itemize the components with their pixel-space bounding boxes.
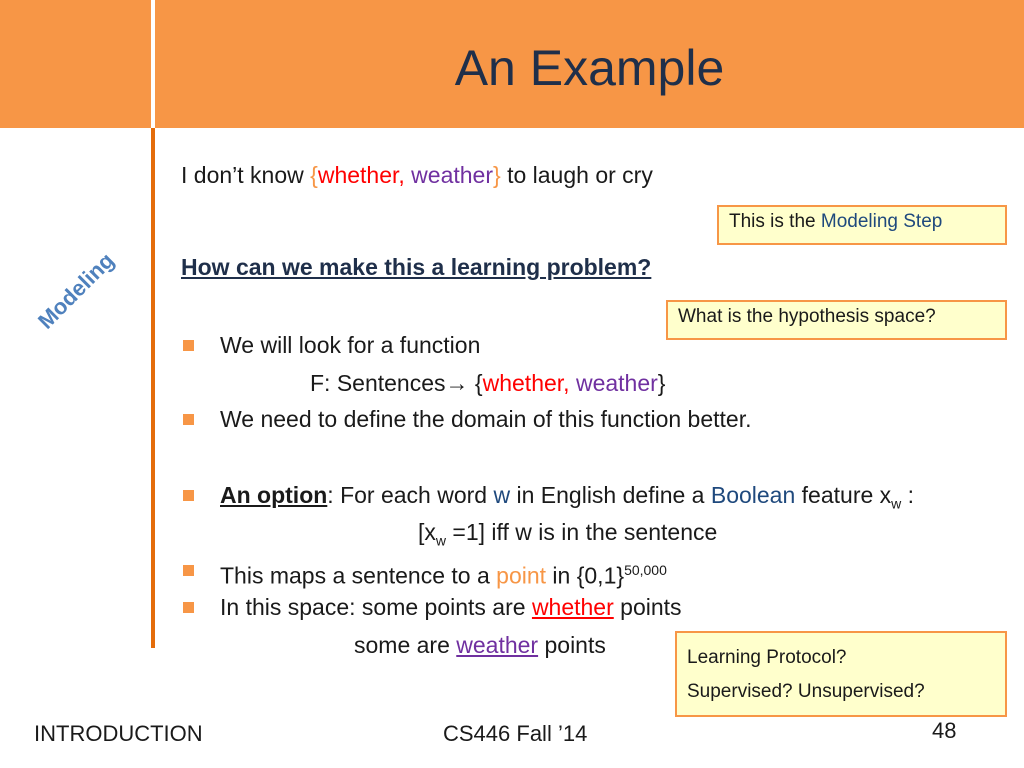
sentence-post: to laugh or cry bbox=[500, 162, 653, 188]
footer-section: INTRODUCTION bbox=[34, 721, 203, 746]
function-option-whether: whether, bbox=[482, 370, 570, 396]
bullet-domain: We need to define the domain of this function better. bbox=[220, 406, 752, 432]
callout-learning-protocol bbox=[675, 631, 1007, 717]
callout-modeling-step bbox=[717, 205, 1007, 245]
option-subscript: w bbox=[891, 495, 902, 512]
function-definition bbox=[310, 368, 665, 398]
option-text-d: : bbox=[901, 482, 915, 508]
slide-title: An Example bbox=[454, 40, 725, 96]
function-option-weather: weather bbox=[569, 370, 658, 396]
bullet-function: We will look for a function bbox=[220, 332, 481, 358]
bullet-marker bbox=[183, 602, 194, 613]
option-text-c: feature x bbox=[795, 482, 892, 508]
callout-modeling-pre: This is the bbox=[729, 211, 821, 232]
feature-def-b: =1] iff w is in the sentence bbox=[446, 519, 718, 545]
side-section-label: Modeling bbox=[32, 247, 119, 334]
sentence-open-brace: { bbox=[310, 162, 318, 188]
maps-text-a: This maps a sentence to a bbox=[220, 562, 497, 589]
option-word-w: w bbox=[493, 482, 511, 508]
maps-text-b: in {0,1} bbox=[546, 562, 625, 589]
space-cont-a: some are bbox=[354, 632, 457, 658]
bullet-this-space bbox=[220, 592, 682, 622]
space-cont-b: points bbox=[538, 632, 606, 658]
space-continued bbox=[354, 630, 606, 660]
space-text-a: In this space: some points are bbox=[220, 594, 532, 620]
feature-definition bbox=[418, 517, 717, 556]
sentence-option-whether: whether, bbox=[317, 162, 405, 188]
bullet-marker bbox=[183, 490, 194, 501]
example-sentence bbox=[181, 160, 653, 190]
bullet-marker bbox=[183, 565, 194, 576]
space-text-b: points bbox=[613, 594, 682, 620]
option-text-b: in English define a bbox=[510, 482, 711, 508]
sentence-close-brace: } bbox=[493, 162, 501, 188]
callout-hypothesis-space: What is the hypothesis space? bbox=[666, 300, 1007, 340]
page-number: 48 bbox=[932, 718, 957, 743]
arrow-right-icon: → bbox=[445, 370, 469, 396]
option-label: An option bbox=[220, 482, 328, 508]
function-domain: F: Sentences bbox=[310, 370, 446, 396]
side-rule bbox=[151, 128, 155, 648]
function-close-brace: } bbox=[657, 370, 666, 396]
function-open-brace: { bbox=[468, 370, 483, 396]
question-text: How can we make this a learning problem? bbox=[181, 254, 652, 280]
option-text-a: : For each word bbox=[327, 482, 494, 508]
space-whether: whether bbox=[531, 594, 614, 620]
protocol-line-1: Learning Protocol? bbox=[687, 647, 847, 668]
option-boolean: Boolean bbox=[710, 482, 796, 508]
callout-modeling-term: Modeling Step bbox=[820, 211, 943, 232]
bullet-option bbox=[220, 480, 914, 519]
protocol-line-2: Supervised? Unsupervised? bbox=[687, 681, 925, 702]
bullet-marker bbox=[183, 340, 194, 351]
bullet-marker bbox=[183, 414, 194, 425]
sentence-option-weather: weather bbox=[404, 162, 493, 188]
space-weather: weather bbox=[456, 632, 539, 658]
footer-course: CS446 Fall ’14 bbox=[443, 721, 588, 746]
sentence-pre: I don’t know bbox=[181, 162, 311, 188]
maps-point: point bbox=[496, 562, 547, 589]
feature-def-subscript: w bbox=[435, 532, 447, 549]
maps-superscript: 50,000 bbox=[624, 562, 667, 578]
feature-def-a: [x bbox=[418, 519, 436, 545]
question-heading bbox=[181, 252, 651, 282]
bullet-maps-point bbox=[220, 555, 667, 591]
